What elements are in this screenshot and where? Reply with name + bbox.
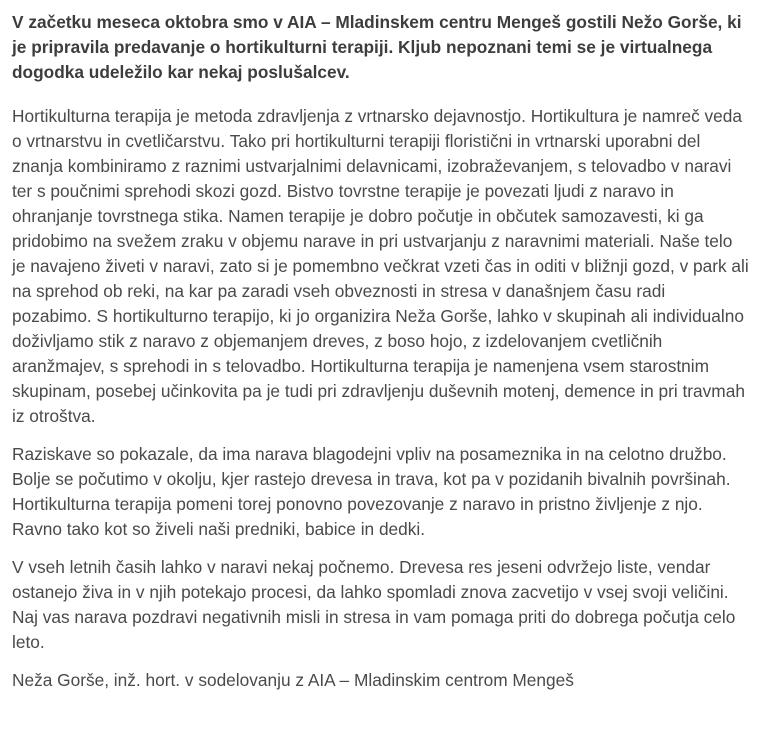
article-paragraph: Raziskave so pokazale, da ima narava blagodejni vpliv na posameznika in na celotno družbo. Bolje se počutimo v okolju, kjer rastejo drevesa in trava, kot pa v pozidanih bivalnih površinah. Hortikulturna terapija pomeni torej ponovno povezovanje z naravo in pristno življenje z njo. Ravno tako kot so živeli naši predniki, babice in dedki. xyxy=(12,444,731,539)
article-paragraph: Hortikulturna terapija je metoda zdravljenja z vrtnarsko dejavnostjo. Hortikultura je namreč veda o vrtnarstvu in cvetličarstvu. Tako pri hortikulturni terapiji floristični in vrtnarski uporabni del znanja kombiniramo z raznimi ustvarjalnimi delavnicami, izobraževanjem, s telovadbo v naravi ter s poučnimi sprehodi skozi gozd. Bistvo tovrstne terapije je povezati ljudi z naravo in ohranjanje tovrstnega stika. Namen terapije je dobro počutje in občutek samozavesti, ki ga pridobimo na svežem zraku v objemu narave in pri ustvarjanju z naravnimi materiali. Naše telo je navajeno živeti v naravi, zato si je pomembno večkrat vzeti čas in oditi v bližnji gozd, v park ali na sprehod ob reki, na kar pa zaradi vseh obveznosti in stresa v današnjem času radi pozabimo. S hortikulturno terapijo, ki jo organizira Neža Gorše, lahko v skupinah ali individualno doživljamo stik z naravo z objemanjem dreves, z boso hojo, z izdelovanjem cvetličnih aranžmajev, s sprehodi in s telovadbo. Hortikulturna terapija je namenjena vsem starostnim skupinam, posebej učinkovita pa je tudi pri zdravljenju duševnih motenj, demence in pri travmah iz otroštva. xyxy=(12,106,749,426)
article-paragraph: V vseh letnih časih lahko v naravi nekaj počnemo. Drevesa res jeseni odvržejo liste, vendar ostanejo živa in v njih potekajo procesi, da lahko spomladi znova zacvetijo v vsej svoji veličini. Naj vas narava pozdravi negativnih misli in stresa in vam pomaga priti do dobrega počutja celo leto. xyxy=(12,557,736,652)
article-lead: V začetku meseca oktobra smo v AIA – Mladinskem centru Mengeš gostili Nežo Gorše, ki je pripravila predavanje o hortikulturni terapiji. Kljub nepoznani temi se je virtualnega dogodka udeležilo kar nekaj poslušalcev. xyxy=(12,12,742,82)
article-signature: Neža Gorše, inž. hort. v sodelovanju z AIA – Mladinskim centrom Mengeš xyxy=(12,670,574,690)
